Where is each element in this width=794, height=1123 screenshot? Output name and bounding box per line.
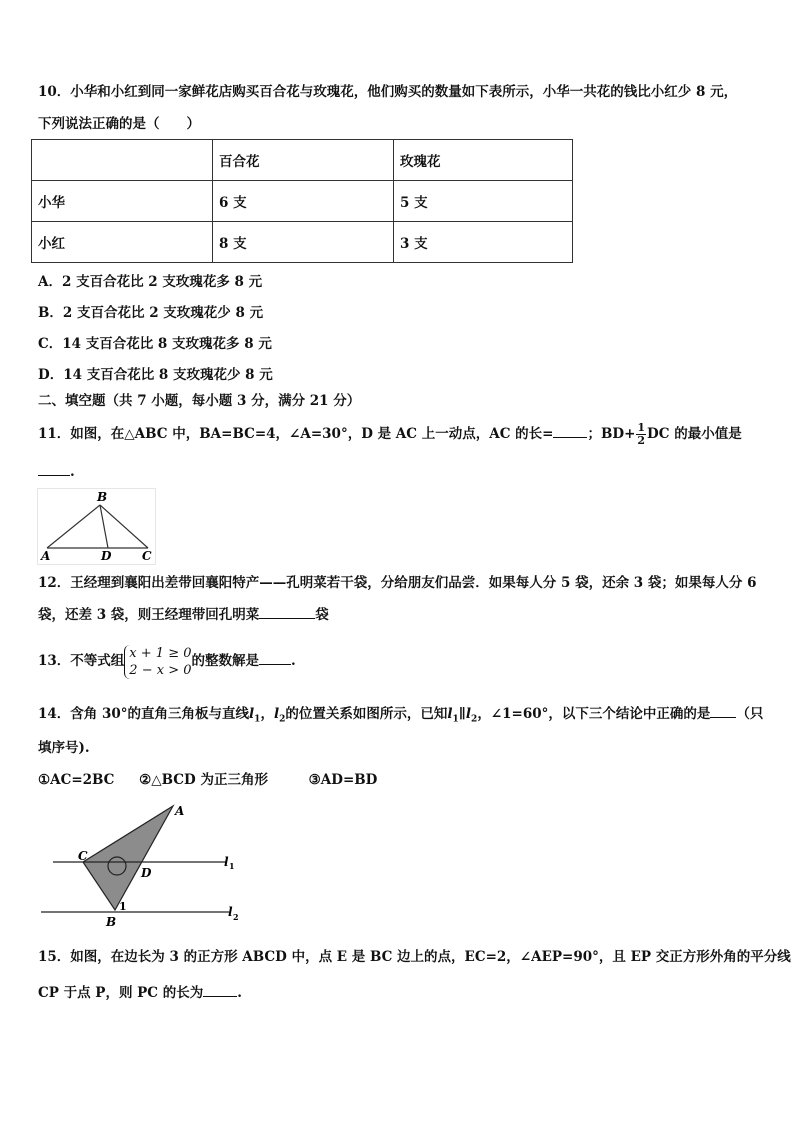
q15-text-a: CP 于点 P，则 PC 的长为 (38, 985, 204, 1001)
vertex-label-A: A (41, 549, 51, 563)
q14-text-c: ，∠1=60°，以下三个结论中正确的是 (477, 706, 711, 722)
table-row (32, 222, 573, 263)
line-label-l1: l (224, 855, 229, 869)
vertex-label-C: C (142, 549, 152, 563)
q15-text-b: . (237, 985, 242, 1001)
q10-option-c: C．14 支百合花比 8 支玫瑰花多 8 元 (38, 336, 272, 352)
line-l1-label: l (447, 706, 453, 722)
table-cell: 8 支 (213, 222, 394, 263)
vertex-label-C: C (78, 849, 88, 863)
q15-stem-line1: 15．如图，在边长为 3 的正方形 ABCD 中，点 E 是 BC 边上的点，EC=2，∠AEP=90°，且 EP 交正方形外角的平分线 (38, 949, 791, 965)
triangle-ABC (83, 806, 173, 910)
q14-choice-3: ③AD=BD (308, 772, 378, 788)
q10-stem-line2: 下列说法正确的是（ ） (38, 116, 200, 132)
fraction-denominator: 2 (637, 434, 646, 447)
q14-triangle-figure (38, 800, 248, 932)
line-l1-label: l (249, 706, 255, 722)
vertex-label-D: D (101, 549, 112, 563)
q14-text-d: （只 (736, 706, 764, 722)
table-row (32, 181, 573, 222)
q14-choices (38, 771, 377, 789)
fraction-numerator: 1 (637, 421, 646, 434)
q11-text-a: 11．如图，在△ABC 中，BA=BC=4，∠A=30°，D 是 AC 上一动点，AC 的长= (38, 426, 554, 442)
answer-blank (259, 651, 291, 665)
q13-prefix: 13．不等式组 (38, 653, 125, 669)
inequality-2: 2 − x > 0 (129, 662, 192, 678)
q14-separator: ， (260, 706, 274, 722)
line-label-l2: l (228, 905, 233, 919)
q11-text-d: . (70, 464, 75, 480)
line-l1-subscript: 1 (452, 714, 459, 725)
q14-stem-line2: 填序号). (38, 740, 90, 756)
inequality-1: x + 1 ≥ 0 (129, 645, 192, 661)
q12-stem-line1: 12．王经理到襄阳出差带回襄阳特产——孔明菜若干袋，分给朋友们品尝．如果每人分 5 袋，还余 3 袋；如果每人分 6 (38, 575, 757, 591)
q12-stem-line2 (38, 605, 329, 624)
table-header-cell (32, 140, 213, 181)
vertex-label-B: B (106, 915, 117, 929)
vertex-label-D: D (141, 866, 152, 880)
answer-blank (203, 983, 237, 997)
table-cell: 小华 (32, 181, 213, 222)
line-l1-subscript: 1 (254, 714, 261, 725)
q10-table (31, 139, 573, 263)
vertex-label-B: B (97, 490, 108, 504)
q10-stem-line1: 10．小华和小红到同一家鲜花店购买百合花与玫瑰花，他们购买的数量如下表所示，小华一共花的钱比小红少 8 元， (38, 84, 738, 100)
q10-option-a: A．2 支百合花比 2 支玫瑰花多 8 元 (38, 274, 263, 290)
section-heading: 二、填空题（共 7 小题，每小题 3 分，满分 21 分） (38, 393, 361, 409)
line-label-l2-subscript: 2 (233, 912, 239, 922)
line-l2-label: l (465, 706, 472, 722)
angle-label-1: 1 (119, 900, 127, 913)
table-header-cell: 百合花 (213, 140, 394, 181)
q10-option-b: B．2 支百合花比 2 支玫瑰花少 8 元 (38, 305, 264, 321)
line-l2-label: l (273, 706, 280, 722)
q14-stem-line1 (38, 703, 763, 731)
line-label-l1-subscript: 1 (229, 861, 235, 871)
answer-blank (38, 462, 70, 476)
q15-stem-line2 (38, 983, 242, 1002)
line-l2-subscript: 2 (279, 714, 286, 725)
vertex-label-A: A (175, 804, 185, 818)
table-cell: 6 支 (213, 181, 394, 222)
q12-text-b: 袋 (315, 607, 329, 623)
q13-end: . (291, 653, 296, 669)
q14-choice-2: ②△BCD 为正三角形 (139, 772, 268, 788)
q11-text-c: DC 的最小值是 (647, 426, 742, 442)
q11-stem (38, 422, 742, 447)
answer-blank (553, 424, 587, 438)
table-cell: 3 支 (394, 222, 573, 263)
parallel-symbol: ∥ (458, 706, 466, 722)
q11-text-b: ；BD+ (587, 426, 636, 442)
q11-stem-line2 (38, 462, 75, 481)
q14-choice-1: ①AC=2BC (38, 772, 115, 788)
q14-text-b: 的位置关系如图所示，已知 (285, 706, 448, 722)
q14-text-a: 14．含角 30°的直角三角板与直线 (38, 706, 250, 722)
table-cell: 5 支 (394, 181, 573, 222)
answer-blank (710, 704, 736, 718)
q13-stem (38, 642, 296, 680)
answer-blank (259, 605, 315, 619)
q11-triangle-figure (37, 488, 157, 566)
line-l2-subscript: 2 (471, 714, 478, 725)
q13-suffix: 的整数解是 (191, 653, 259, 669)
q12-text-a: 袋，还差 3 袋，则王经理带回孔明菜 (38, 607, 260, 623)
fraction (636, 422, 646, 447)
table-header-cell: 玫瑰花 (394, 140, 573, 181)
table-header-row (32, 140, 573, 181)
table-cell: 小红 (32, 222, 213, 263)
q10-option-d: D．14 支百合花比 8 支玫瑰花少 8 元 (38, 367, 273, 383)
segment-AB (47, 505, 100, 548)
inequality-system (124, 645, 191, 679)
